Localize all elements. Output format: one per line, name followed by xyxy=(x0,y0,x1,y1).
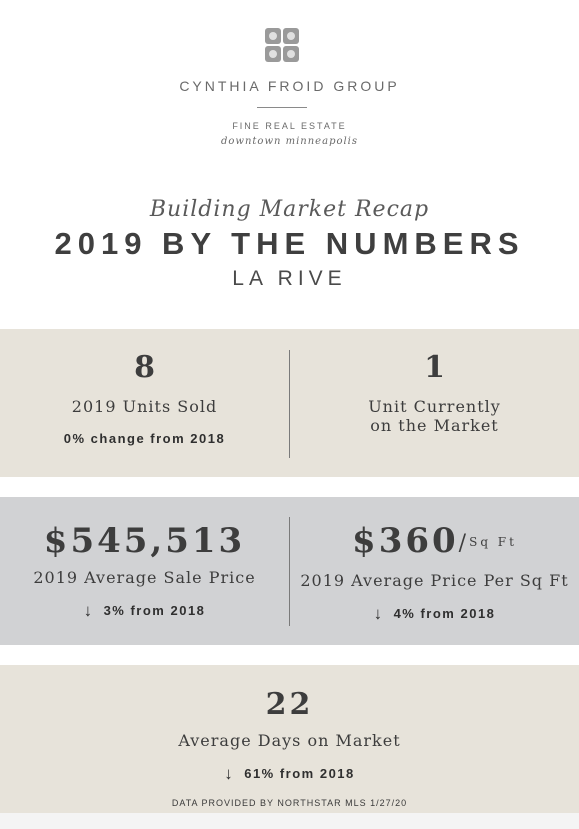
brand-location: downtown minneapolis xyxy=(220,136,359,147)
data-credit: DATA PROVIDED BY NORTHSTAR MLS 1/27/20 xyxy=(171,798,408,808)
brand-name: CYNTHIA FROID GROUP xyxy=(179,78,400,94)
avg-sale-price-value: $545,513 xyxy=(43,521,246,561)
arrow-down-icon: ↓ xyxy=(83,601,94,620)
avg-sale-price-label: 2019 Average Sale Price xyxy=(33,568,256,587)
avg-price-sqft-label: 2019 Average Price Per Sq Ft xyxy=(300,571,569,590)
price-band xyxy=(0,497,579,645)
avg-days-change: 61% from 2018 xyxy=(244,766,355,781)
units-on-market-label-1: Unit Currently xyxy=(368,397,501,416)
slash-separator: / xyxy=(458,531,470,556)
sqft-unit: Sq Ft xyxy=(469,535,517,549)
avg-price-sqft-stat xyxy=(290,521,579,624)
avg-price-sqft-value: $360 xyxy=(352,521,459,561)
avg-sale-price-change: 3% from 2018 xyxy=(103,603,206,618)
avg-days-value: 22 xyxy=(265,687,314,722)
avg-days-label: Average Days on Market xyxy=(178,731,401,750)
avg-price-sqft-change: 4% from 2018 xyxy=(393,606,496,621)
arrow-down-icon: ↓ xyxy=(373,604,384,623)
footer-strip xyxy=(0,813,579,829)
arrow-down-icon: ↓ xyxy=(224,764,235,783)
script-title: Building Market Recap xyxy=(149,197,430,222)
building-name: LA RIVE xyxy=(232,267,347,290)
logo-icon xyxy=(265,28,299,62)
page-title: 2019 BY THE NUMBERS xyxy=(54,226,525,261)
units-sold-label: 2019 Units Sold xyxy=(71,397,218,416)
days-band xyxy=(0,665,579,813)
brand-subtitle: FINE REAL ESTATE xyxy=(232,121,347,131)
units-sold-change: 0% change from 2018 xyxy=(63,431,226,446)
avg-days-stat xyxy=(0,687,579,784)
units-on-market-stat xyxy=(290,351,579,435)
units-on-market-value: 1 xyxy=(424,350,445,385)
units-band xyxy=(0,329,579,477)
units-on-market-label-2: on the Market xyxy=(370,416,499,435)
units-sold-stat xyxy=(0,351,289,446)
avg-sale-price-stat xyxy=(0,521,289,621)
header xyxy=(0,0,579,329)
brand-divider xyxy=(257,107,307,108)
units-sold-value: 8 xyxy=(134,350,155,385)
